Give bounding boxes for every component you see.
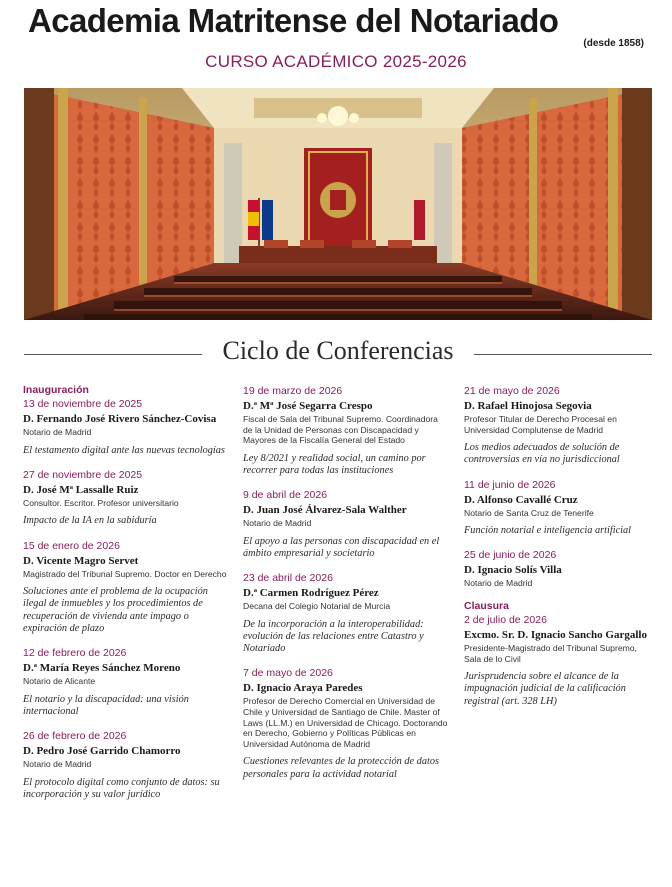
academy-title: Academia Matritense del Notariado	[28, 2, 559, 39]
conference-entry	[464, 478, 654, 538]
conference-topic: Soluciones ante el problema de la ocupación ilegal de inmuebles y los procedimientos de recuperación de vivienda ante impago o expiración de plazo	[23, 586, 208, 634]
conference-topic: El testamento digital ante las nuevas tecnologías	[23, 444, 225, 456]
event-kicker: Clausura	[464, 599, 509, 612]
speaker-role: Notario de Madrid	[23, 427, 92, 437]
conference-topic: De la incorporación a la interoperabilidad: evolución de las relaciones entre Catastro y Notariado	[243, 618, 424, 655]
divider-right	[474, 354, 652, 355]
speaker-name: D.ª Carmen Rodríguez Pérez	[243, 587, 379, 600]
conference-topic: Los medios adecuados de solución de controversias en vía no jurisdiccional	[464, 442, 620, 466]
speaker-role: Notario de Madrid	[23, 759, 92, 769]
conference-entry	[464, 384, 654, 467]
speaker-name: D. Alfonso Cavallé Cruz	[464, 493, 578, 506]
conference-entry	[243, 488, 448, 560]
speaker-name: D. Ignacio Solís Villa	[464, 564, 562, 577]
conference-entry	[243, 384, 448, 477]
conference-entry	[23, 646, 228, 718]
conference-entry	[23, 729, 228, 801]
speaker-name: D. Vicente Magro Servet	[23, 554, 139, 567]
conference-entry	[23, 384, 228, 457]
speaker-name: D. Rafael Hinojosa Segovia	[464, 400, 592, 412]
speaker-role: Notario de Santa Cruz de Tenerife	[464, 507, 594, 518]
speaker-role: Fiscal de Sala del Tribunal Supremo. Coordinadora de la Unidad de Personas con Discapacidad y Mayores de la Fiscalía General del Estado	[243, 414, 438, 446]
conference-topic: El notario y la discapacidad: una visión internacional	[23, 693, 189, 717]
academic-year: CURSO ACADÉMICO 2025-2026	[205, 52, 467, 71]
speaker-name: D.ª María Reyes Sánchez Moreno	[23, 662, 181, 674]
speaker-name: D. Juan José Álvarez-Sala Walther	[243, 504, 407, 517]
conference-topic: Ley 8/2021 y realidad social, un camino por recorrer para todas las instituciones	[243, 452, 426, 476]
conference-date: 7 de mayo de 2026	[243, 667, 333, 680]
conference-date: 11 de junio de 2026	[464, 478, 556, 491]
speaker-name: D. José Mª Lassalle Ruiz	[23, 483, 139, 496]
conference-date: 12 de febrero de 2026	[23, 647, 127, 659]
section-header	[24, 336, 652, 370]
speaker-role: Magistrado del Tribunal Supremo. Doctor en Derecho	[23, 568, 227, 579]
schedule-column-2	[243, 384, 448, 792]
conference-topic: Función notarial e inteligencia artificial	[464, 525, 632, 537]
speaker-name: D. Pedro José Garrido Chamorro	[23, 745, 181, 757]
conference-date: 23 de abril de 2026	[243, 572, 333, 585]
speaker-role: Profesor Titular de Derecho Procesal en Universidad Complutense de Madrid	[464, 414, 617, 435]
conference-topic: Impacto de la IA en la sabiduría	[23, 515, 157, 527]
event-kicker: Inauguración	[23, 384, 89, 396]
conference-entry	[23, 468, 228, 528]
speaker-role: Notario de Madrid	[464, 578, 533, 589]
conference-entry	[243, 666, 448, 780]
conference-topic: Jurisprudencia sobre el alcance de la impugnación judicial de la calificación registral (art. 328 LH)	[464, 671, 626, 707]
conference-date: 25 de junio de 2026	[464, 549, 557, 562]
conference-entry	[23, 539, 228, 635]
conference-date: 26 de febrero de 2026	[23, 730, 127, 742]
speaker-name: D. Ignacio Araya Paredes	[243, 682, 363, 695]
founded-note: (desde 1858)	[583, 38, 644, 49]
speaker-name: D.ª Mª José Segarra Crespo	[243, 400, 373, 412]
conference-entry	[464, 600, 654, 708]
conference-topic: Cuestiones relevantes de la protección de datos personales para la actividad notarial	[243, 756, 439, 780]
speaker-role: Presidente-Magistrado del Tribunal Supremo, Sala de lo Civil	[464, 642, 637, 664]
conference-date: 15 de enero de 2026	[23, 539, 120, 552]
speaker-name: D. Fernando José Rivero Sánchez-Covisa	[23, 413, 217, 425]
conference-topic: El protocolo digital como conjunto de datos: su incorporación y su valor jurídico	[23, 776, 220, 800]
hall-photo	[24, 88, 652, 320]
conference-date: 9 de abril de 2026	[243, 489, 328, 502]
conference-topic: El apoyo a las personas con discapacidad en el ámbito empresarial y societario	[243, 535, 440, 559]
speaker-role: Notario de Madrid	[243, 518, 312, 529]
conference-entry	[464, 548, 654, 589]
conference-date: 13 de noviembre de 2025	[23, 398, 143, 410]
speaker-role: Consultor. Escritor. Profesor universitario	[23, 497, 179, 508]
conference-entry	[243, 571, 448, 655]
speaker-role: Profesor de Derecho Comercial en Universidad de Chile y Universidad de Santiago de Chile. Master of Laws (LL.M.) en Universidad de Chicago. Doctorando en Derecho, Gobierno y Políticas Públicas en Universidad Autónoma de Madrid	[243, 696, 448, 749]
speaker-role: Notario de Alicante	[23, 676, 96, 686]
speaker-role: Decana del Colegio Notarial de Murcia	[243, 601, 391, 612]
conference-date: 19 de marzo de 2026	[243, 385, 343, 397]
conference-date: 2 de julio de 2026	[464, 613, 547, 626]
schedule-column-1	[23, 384, 228, 812]
schedule-column-3	[464, 384, 654, 719]
conference-date: 27 de noviembre de 2025	[23, 468, 143, 481]
speaker-name: Excmo. Sr. D. Ignacio Sancho Gargallo	[464, 628, 647, 641]
section-title: Ciclo de Conferencias	[222, 336, 454, 365]
conference-date: 21 de mayo de 2026	[464, 385, 560, 397]
